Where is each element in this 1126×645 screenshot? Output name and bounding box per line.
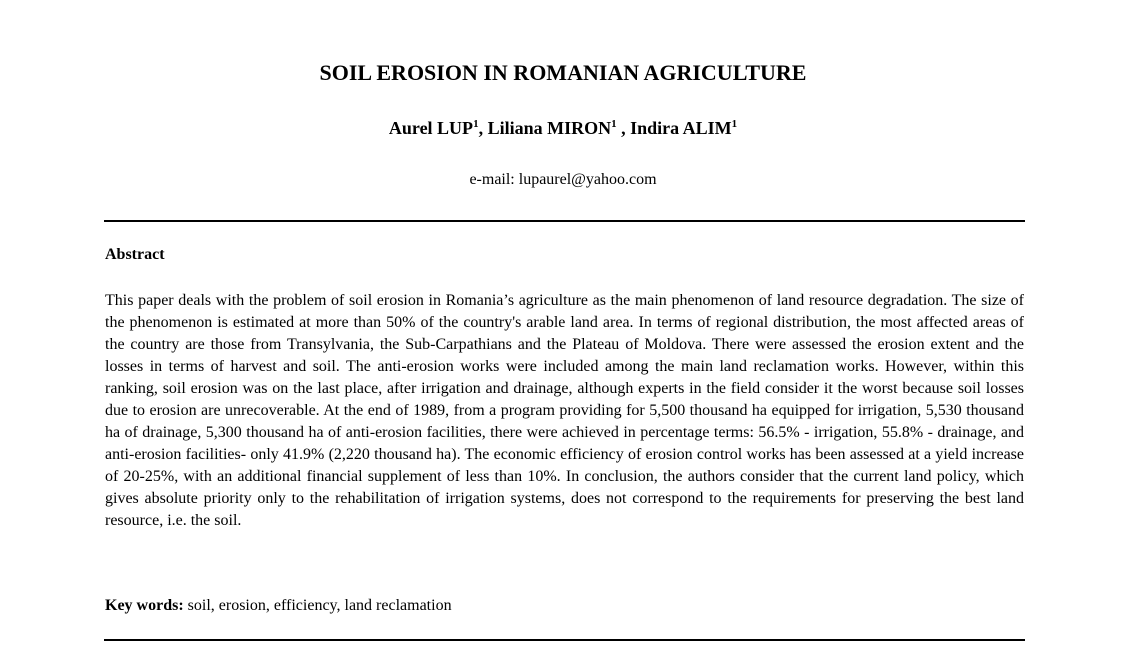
abstract-text: This paper deals with the problem of soil erosion in Romania’s agriculture as the main phenomenon of land resource degradation. The size of the phenomenon is estimated at more than 50% of the country's arable land area. In terms of regional distribution, the most affected areas of the country are those from Transylvania, the Sub-Carpathians and the Plateau of Moldova. There were assessed the erosion extent and the losses in terms of harvest and soil. The anti-erosion works were included among the main land reclamation works. However, within this ranking, soil erosion was on the last place, after irrigation and drainage, although experts in the field consider it the worst because soil losses due to erosion are unrecoverable. At the end of 1989, from a program providing for 5,500 thousand ha equipped for irrigation, 5,530 thousand ha of drainage, 5,300 thousand ha of anti-erosion facilities, there were achieved in percentage terms: 56.5% - irrigation, 55.8% - drainage, and anti-erosion facilities- only 41.9% (2,220 thousand ha). The economic efficiency of erosion control works has been assessed at a yield increase of 20-25%, with an additional financial supplement of less than 10%. In conclusion, the authors consider that the current land policy, which gives absolute priority only to the rehabilitation of irrigation systems, does not correspond to the requirements for preserving the best land resource, i.e. the soil. <box>105 292 1024 529</box>
keywords-label: Key words: <box>105 597 184 614</box>
author-list <box>0 118 1126 139</box>
author-affiliation: 1 <box>731 118 738 130</box>
author-name: Liliana MIRON <box>487 118 612 138</box>
author-affiliation: 1 <box>473 118 479 130</box>
abstract-heading: Abstract <box>105 246 165 263</box>
bottom-divider <box>104 639 1025 641</box>
top-divider <box>104 220 1025 222</box>
author-name: Indira ALIM <box>630 118 732 138</box>
author-name: Aurel LUP <box>388 118 474 138</box>
keywords <box>105 597 452 615</box>
keywords-text: soil, erosion, efficiency, land reclamation <box>183 597 452 614</box>
paper-title: SOIL EROSION IN ROMANIAN AGRICULTURE <box>319 60 807 85</box>
author-separator: , <box>478 118 488 138</box>
author-affiliation: 1 <box>611 118 617 130</box>
author-separator: , <box>616 118 631 138</box>
contact-email: e-mail: lupaurel@yahoo.com <box>469 171 657 188</box>
